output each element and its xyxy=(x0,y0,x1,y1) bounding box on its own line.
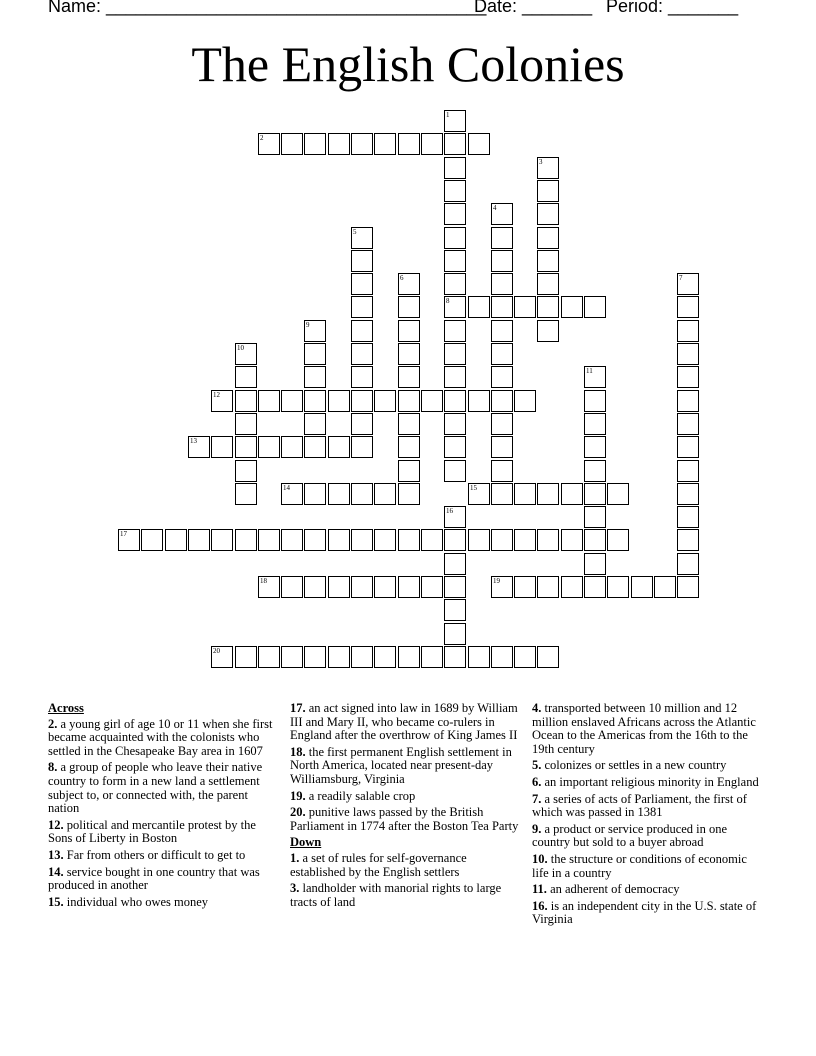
grid-cell[interactable] xyxy=(491,390,513,412)
grid-cell[interactable] xyxy=(398,576,420,598)
grid-cell[interactable] xyxy=(677,273,699,295)
grid-cell[interactable] xyxy=(235,390,257,412)
clue-down-5: 5. colonizes or settles in a new country xyxy=(532,758,727,773)
grid-cell[interactable] xyxy=(398,483,420,505)
grid-cell[interactable] xyxy=(351,250,373,272)
grid-cell[interactable] xyxy=(398,413,420,435)
grid-cell[interactable] xyxy=(211,390,233,412)
grid-cell[interactable] xyxy=(304,646,326,668)
grid-cell[interactable] xyxy=(444,320,466,342)
grid-cell[interactable] xyxy=(258,390,280,412)
grid-cell[interactable] xyxy=(468,390,490,412)
grid-cell[interactable] xyxy=(444,203,466,225)
grid-cell[interactable] xyxy=(235,436,257,458)
grid-cell[interactable] xyxy=(561,483,583,505)
clue-number: 19 xyxy=(493,577,500,585)
grid-cell[interactable] xyxy=(421,646,443,668)
grid-cell[interactable] xyxy=(281,646,303,668)
clue-across-17: 17. an act signed into law in 1689 by William III and Mary II, who became co-rulers in England after the overthrow of King James II xyxy=(290,701,518,743)
grid-cell[interactable] xyxy=(235,366,257,388)
clue-number: 11 xyxy=(586,367,593,375)
clue-down-1: 1. a set of rules for self-governance established by the English settlers xyxy=(290,850,467,879)
grid-cell[interactable] xyxy=(444,413,466,435)
grid-cell[interactable] xyxy=(304,413,326,435)
clue-down-3: 3. landholder with manorial rights to large tracts of land xyxy=(290,881,502,909)
clue-down-9: 9. a product or service produced in one country but sold to a buyer abroad xyxy=(532,821,728,850)
grid-cell[interactable] xyxy=(398,390,420,412)
clue-across-2: 2. a young girl of age 10 or 11 when she first became acquainted with the colonists who settled in the Chesapeake Bay area in 1607 xyxy=(48,716,273,758)
grid-cell[interactable] xyxy=(118,529,140,551)
clue-down-10: 10. the structure or conditions of economic life in a country xyxy=(532,851,747,880)
down-heading: Down xyxy=(290,835,322,850)
grid-cell[interactable] xyxy=(351,273,373,295)
grid-cell[interactable] xyxy=(188,436,210,458)
grid-cell[interactable] xyxy=(607,529,629,551)
grid-cell[interactable] xyxy=(677,343,699,365)
grid-cell[interactable] xyxy=(444,506,466,528)
grid-cell[interactable] xyxy=(491,366,513,388)
grid-cell[interactable] xyxy=(281,576,303,598)
grid-cell[interactable] xyxy=(374,133,396,155)
grid-cell[interactable] xyxy=(328,529,350,551)
grid-cell[interactable] xyxy=(444,623,466,645)
grid-cell[interactable] xyxy=(537,180,559,202)
clue-number: 12 xyxy=(213,391,220,399)
grid-cell[interactable] xyxy=(537,157,559,179)
grid-cell[interactable] xyxy=(351,413,373,435)
grid-cell[interactable] xyxy=(235,483,257,505)
grid-cell[interactable] xyxy=(444,250,466,272)
grid-cell[interactable] xyxy=(468,529,490,551)
grid-cell[interactable] xyxy=(374,483,396,505)
grid-cell[interactable] xyxy=(491,576,513,598)
grid-cell[interactable] xyxy=(258,646,280,668)
grid-cell[interactable] xyxy=(328,436,350,458)
grid-cell[interactable] xyxy=(491,203,513,225)
grid-cell[interactable] xyxy=(631,576,653,598)
grid-cell[interactable] xyxy=(654,576,676,598)
grid-cell[interactable] xyxy=(235,460,257,482)
grid-cell[interactable] xyxy=(258,133,280,155)
grid-cell[interactable] xyxy=(677,413,699,435)
clue-number: 20 xyxy=(213,647,220,655)
grid-cell[interactable] xyxy=(211,436,233,458)
grid-cell[interactable] xyxy=(491,273,513,295)
clue-down-11: 11. an adherent of democracy xyxy=(532,882,680,897)
grid-cell[interactable] xyxy=(444,343,466,365)
grid-cell[interactable] xyxy=(444,390,466,412)
grid-cell[interactable] xyxy=(351,320,373,342)
grid-cell[interactable] xyxy=(491,413,513,435)
grid-cell[interactable] xyxy=(491,529,513,551)
grid-cell[interactable] xyxy=(281,483,303,505)
grid-cell[interactable] xyxy=(677,366,699,388)
name-field[interactable]: Name: ______________________________________ xyxy=(48,0,487,16)
grid-cell[interactable] xyxy=(281,529,303,551)
grid-cell[interactable] xyxy=(537,296,559,318)
grid-cell[interactable] xyxy=(374,646,396,668)
grid-cell[interactable] xyxy=(514,483,536,505)
grid-cell[interactable] xyxy=(351,343,373,365)
grid-cell[interactable] xyxy=(328,390,350,412)
clue-across-13: 13. Far from others or difficult to get to xyxy=(48,847,246,862)
grid-cell[interactable] xyxy=(468,296,490,318)
clue-across-18: 18. the first permanent English settlement in North America, located near present-day Williamsburg, Virginia xyxy=(290,744,512,786)
grid-cell[interactable] xyxy=(444,296,466,318)
grid-cell[interactable] xyxy=(607,483,629,505)
clue-down-16: 16. is an independent city in the U.S. state of Virginia xyxy=(532,898,757,927)
grid-cell[interactable] xyxy=(537,483,559,505)
grid-cell[interactable] xyxy=(351,483,373,505)
grid-cell[interactable] xyxy=(537,576,559,598)
clue-across-12: 12. political and mercantile protest by the Sons of Liberty in Boston xyxy=(48,817,256,846)
grid-cell[interactable] xyxy=(188,529,210,551)
grid-cell[interactable] xyxy=(491,646,513,668)
clue-number: 1 xyxy=(446,111,450,119)
grid-cell[interactable] xyxy=(468,483,490,505)
grid-cell[interactable] xyxy=(398,320,420,342)
grid-cell[interactable] xyxy=(677,296,699,318)
grid-cell[interactable] xyxy=(537,529,559,551)
clue-across-20: 20. punitive laws passed by the British Parliament in 1774 after the Boston Tea Party xyxy=(290,805,519,833)
grid-cell[interactable] xyxy=(491,460,513,482)
grid-cell[interactable] xyxy=(444,180,466,202)
clue-down-4: 4. transported between 10 million and 12 million enslaved Africans across the Atlantic Ocean to the Americas from the 16th to the 19th century xyxy=(532,701,756,756)
grid-cell[interactable] xyxy=(351,576,373,598)
clue-across-15: 15. individual who owes money xyxy=(48,894,209,909)
clue-number: 17 xyxy=(120,530,127,538)
grid-cell[interactable] xyxy=(537,203,559,225)
clue-number: 15 xyxy=(470,484,477,492)
grid-cell[interactable] xyxy=(514,390,536,412)
grid-cell[interactable] xyxy=(444,227,466,249)
grid-cell[interactable] xyxy=(561,576,583,598)
grid-cell[interactable] xyxy=(351,436,373,458)
clue-number: 8 xyxy=(446,297,450,305)
grid-cell[interactable] xyxy=(165,529,187,551)
grid-cell[interactable] xyxy=(468,133,490,155)
grid-cell[interactable] xyxy=(491,250,513,272)
grid-cell[interactable] xyxy=(351,646,373,668)
grid-cell[interactable] xyxy=(398,646,420,668)
grid-cell[interactable] xyxy=(328,483,350,505)
grid-cell[interactable] xyxy=(677,390,699,412)
grid-cell[interactable] xyxy=(491,320,513,342)
grid-cell[interactable] xyxy=(677,436,699,458)
grid-cell[interactable] xyxy=(537,320,559,342)
grid-cell[interactable] xyxy=(421,576,443,598)
clue-down-7: 7. a series of acts of Parliament, the first of which was passed in 1381 xyxy=(532,791,747,820)
grid-cell[interactable] xyxy=(281,436,303,458)
grid-cell[interactable] xyxy=(514,529,536,551)
grid-cell[interactable] xyxy=(514,296,536,318)
grid-cell[interactable] xyxy=(351,296,373,318)
grid-cell[interactable] xyxy=(514,646,536,668)
grid-cell[interactable] xyxy=(398,366,420,388)
grid-cell[interactable] xyxy=(444,157,466,179)
grid-cell[interactable] xyxy=(211,529,233,551)
grid-cell[interactable] xyxy=(328,576,350,598)
clue-across-8: 8. a group of people who leave their native country to form in a new land a settlement subject to, or connected with, the parent nation xyxy=(48,760,263,816)
clue-number: 3 xyxy=(539,158,543,166)
grid-cell[interactable] xyxy=(444,529,466,551)
clue-number: 7 xyxy=(679,274,683,282)
grid-cell[interactable] xyxy=(374,390,396,412)
grid-cell[interactable] xyxy=(374,576,396,598)
grid-cell[interactable] xyxy=(444,553,466,575)
grid-cell[interactable] xyxy=(677,460,699,482)
clue-number: 4 xyxy=(493,204,497,212)
clue-number: 10 xyxy=(237,344,244,352)
grid-cell[interactable] xyxy=(444,460,466,482)
grid-cell[interactable] xyxy=(561,529,583,551)
grid-cell[interactable] xyxy=(398,296,420,318)
clue-number: 13 xyxy=(190,437,197,445)
clues-column-2 xyxy=(290,702,522,912)
grid-cell[interactable] xyxy=(491,436,513,458)
grid-cell[interactable] xyxy=(351,390,373,412)
grid-cell[interactable] xyxy=(561,296,583,318)
grid-cell[interactable] xyxy=(537,646,559,668)
grid-cell[interactable] xyxy=(304,366,326,388)
grid-cell[interactable] xyxy=(304,529,326,551)
clue-number: 5 xyxy=(353,228,357,236)
clue-across-19: 19. a readily salable crop xyxy=(290,788,416,803)
grid-cell[interactable] xyxy=(537,273,559,295)
grid-cell[interactable] xyxy=(304,320,326,342)
grid-cell[interactable] xyxy=(584,576,606,598)
grid-cell[interactable] xyxy=(398,273,420,295)
grid-cell[interactable] xyxy=(491,483,513,505)
grid-cell[interactable] xyxy=(491,343,513,365)
grid-cell[interactable] xyxy=(351,227,373,249)
clues-column-1 xyxy=(48,702,280,912)
grid-cell[interactable] xyxy=(444,133,466,155)
grid-cell[interactable] xyxy=(444,436,466,458)
clue-number: 14 xyxy=(283,484,290,492)
grid-cell[interactable] xyxy=(281,133,303,155)
grid-cell[interactable] xyxy=(607,576,629,598)
grid-cell[interactable] xyxy=(258,529,280,551)
across-heading: Across xyxy=(48,701,84,715)
grid-cell[interactable] xyxy=(141,529,163,551)
grid-cell[interactable] xyxy=(584,460,606,482)
grid-cell[interactable] xyxy=(235,529,257,551)
grid-cell[interactable] xyxy=(351,529,373,551)
clue-number: 6 xyxy=(400,274,404,282)
grid-cell[interactable] xyxy=(235,413,257,435)
clue-number: 16 xyxy=(446,507,453,515)
grid-cell[interactable] xyxy=(514,576,536,598)
grid-cell[interactable] xyxy=(421,529,443,551)
grid-cell[interactable] xyxy=(584,413,606,435)
clues-column-3 xyxy=(532,702,764,930)
grid-cell[interactable] xyxy=(444,273,466,295)
clue-number: 2 xyxy=(260,134,264,142)
grid-cell[interactable] xyxy=(304,343,326,365)
grid-cell[interactable] xyxy=(281,390,303,412)
grid-cell[interactable] xyxy=(304,436,326,458)
grid-cell[interactable] xyxy=(398,133,420,155)
grid-cell[interactable] xyxy=(304,390,326,412)
grid-cell[interactable] xyxy=(584,436,606,458)
grid-cell[interactable] xyxy=(444,366,466,388)
grid-cell[interactable] xyxy=(328,646,350,668)
grid-cell[interactable] xyxy=(211,646,233,668)
grid-cell[interactable] xyxy=(584,553,606,575)
period-field[interactable]: Period: _______ xyxy=(606,0,739,16)
grid-cell[interactable] xyxy=(491,296,513,318)
grid-cell[interactable] xyxy=(677,320,699,342)
grid-cell[interactable] xyxy=(537,250,559,272)
grid-cell[interactable] xyxy=(398,436,420,458)
grid-cell[interactable] xyxy=(584,483,606,505)
grid-cell[interactable] xyxy=(491,227,513,249)
grid-cell[interactable] xyxy=(444,646,466,668)
grid-cell[interactable] xyxy=(351,366,373,388)
grid-cell[interactable] xyxy=(584,506,606,528)
grid-cell[interactable] xyxy=(398,529,420,551)
grid-cell[interactable] xyxy=(468,646,490,668)
grid-cell[interactable] xyxy=(584,296,606,318)
grid-cell[interactable] xyxy=(444,110,466,132)
grid-cell[interactable] xyxy=(398,460,420,482)
grid-cell[interactable] xyxy=(584,529,606,551)
grid-cell[interactable] xyxy=(421,133,443,155)
grid-cell[interactable] xyxy=(304,576,326,598)
grid-cell[interactable] xyxy=(235,646,257,668)
clue-number: 9 xyxy=(306,321,310,329)
grid-cell[interactable] xyxy=(677,553,699,575)
grid-cell[interactable] xyxy=(398,343,420,365)
grid-cell[interactable] xyxy=(444,599,466,621)
grid-cell[interactable] xyxy=(677,576,699,598)
grid-cell[interactable] xyxy=(537,227,559,249)
clue-across-14: 14. service bought in one country that was produced in another xyxy=(48,864,260,893)
grid-cell[interactable] xyxy=(584,366,606,388)
grid-cell[interactable] xyxy=(304,483,326,505)
grid-cell[interactable] xyxy=(374,529,396,551)
grid-cell[interactable] xyxy=(328,133,350,155)
page-title: The English Colonies xyxy=(191,36,625,92)
clue-number: 18 xyxy=(260,577,267,585)
grid-cell[interactable] xyxy=(351,133,373,155)
grid-cell[interactable] xyxy=(584,390,606,412)
grid-cell[interactable] xyxy=(304,133,326,155)
grid-cell[interactable] xyxy=(677,529,699,551)
grid-cell[interactable] xyxy=(677,506,699,528)
clue-down-6: 6. an important religious minority in England xyxy=(532,774,759,789)
grid-cell[interactable] xyxy=(258,576,280,598)
grid-cell[interactable] xyxy=(258,436,280,458)
grid-cell[interactable] xyxy=(421,390,443,412)
grid-cell[interactable] xyxy=(444,576,466,598)
grid-cell[interactable] xyxy=(677,483,699,505)
date-field[interactable]: Date: _______ xyxy=(474,0,593,16)
grid-cell[interactable] xyxy=(235,343,257,365)
